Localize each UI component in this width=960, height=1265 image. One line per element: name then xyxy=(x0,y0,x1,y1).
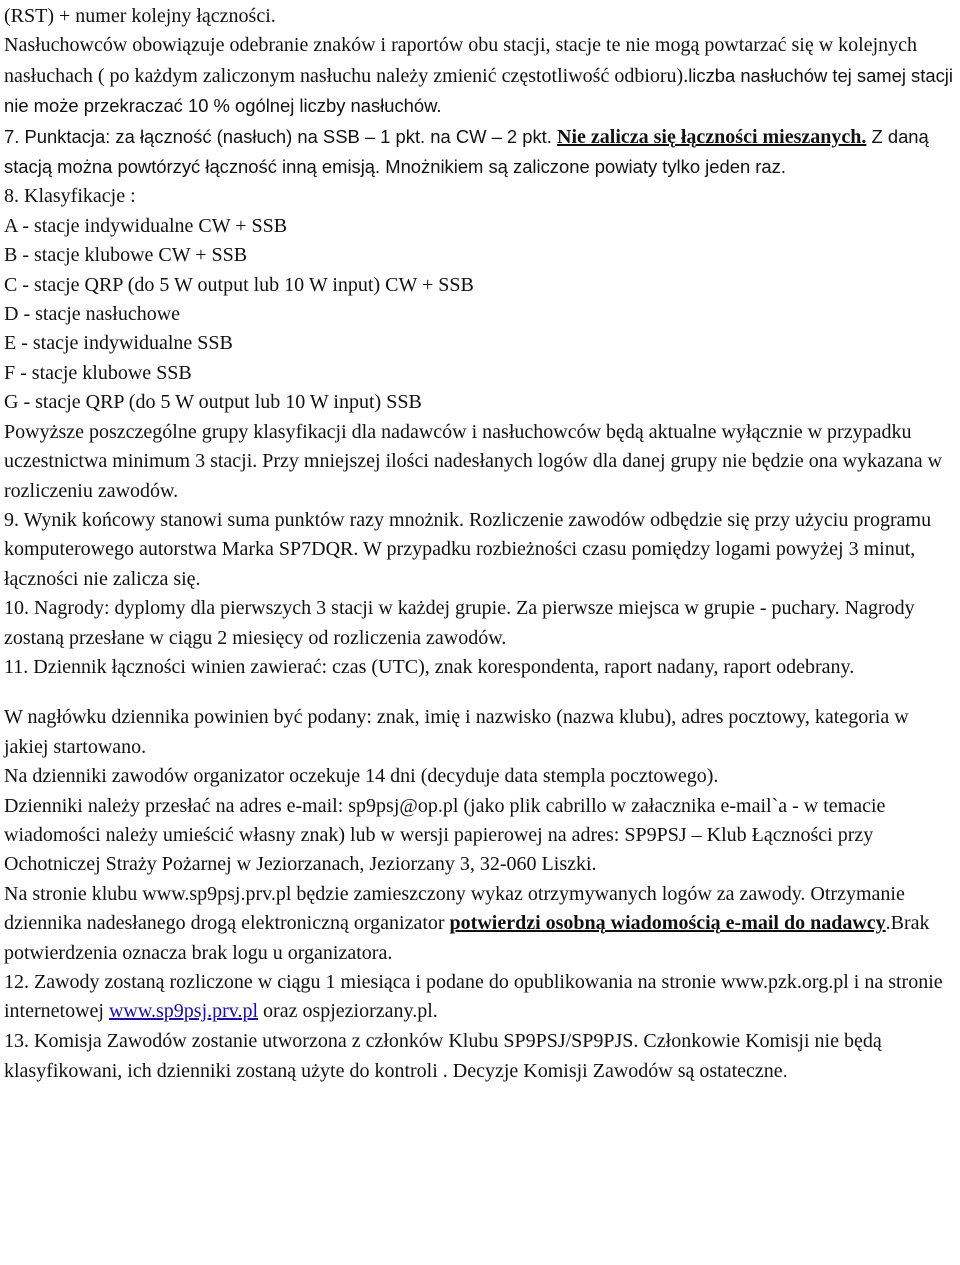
class-item: B - stacje klubowe CW + SSB xyxy=(4,244,248,267)
scoring-rest: Z daną stacją można powtórzyć łączność inną emisją. Mnożnikiem są zaliczone powiaty tylko jeden raz. xyxy=(4,125,929,178)
log-confirmation: Na stronie klubu www.sp9psj.prv.pl będzie zamieszczony wykaz otrzymywanych logów za zawody. Otrzymanie dziennika nadesłanego drogą elektroniczną organizator xyxy=(4,882,905,935)
classification-heading: 8. Klasyfikacje : xyxy=(4,185,136,208)
paragraph-scoring xyxy=(4,122,956,183)
log-confirmation-end: .Brak potwierdzenia oznacza brak logu u organizatora. xyxy=(4,912,930,964)
publication-end: oraz ospjeziorzany.pl. xyxy=(258,1000,438,1023)
class-item: G - stacje QRP (do 5 W output lub 10 W input) SSB xyxy=(4,391,422,414)
paragraph-log-content: 11. Dziennik łączności winien zawierać: czas (UTC), znak korespondenta, raport nadany, raport odebrany. xyxy=(4,655,855,678)
club-website-link[interactable]: www.sp9psj.prv.pl xyxy=(108,1000,259,1023)
paragraph-classification xyxy=(4,182,956,505)
confirmation-emphasis: potwierdzi osobną wiadomością e-mail do nadawcy xyxy=(449,912,886,935)
rst-line: (RST) + numer kolejny łączności. xyxy=(4,5,276,27)
paragraph-gap xyxy=(4,682,956,703)
log-submission: Dzienniki należy przesłać na adres e-mail: sp9psj@op.pl (jako plik cabrillo w załacznika e-mail`a - w temacie wiadomości należy umieścić własny znak) lub w wersji papierowej na adres: SP9PSJ – Klub Łączności przy Ochotniczej Straży Pożarnej w Jeziorzanach, Jeziorzany 3, 32-060 Liszki. xyxy=(4,794,886,876)
paragraph-rst xyxy=(4,2,956,122)
committee-end: . xyxy=(782,1060,788,1082)
paragraph-publication xyxy=(4,968,956,1027)
scoring-text: 7. Punktacja: za łączność (nasłuch) na SSB – 1 pkt. na CW – 2 pkt. xyxy=(4,125,558,147)
paragraph-log-header xyxy=(4,703,956,968)
publication-text: 12. Zawody zostaną rozliczone w ciągu 1 miesiąca i podane do opublikowania na stronie www.pzk.org.pl i na stronie internetowej xyxy=(4,971,943,1023)
class-item: C - stacje QRP (do 5 W output lub 10 W input) CW + SSB xyxy=(4,273,474,296)
listeners-limit: liczba nasłuchów tej samej stacji nie może przekraczać 10 % ogólnej liczby nasłuchów. xyxy=(4,64,953,117)
mixed-qso-rule: Nie zalicza się łączności mieszanych. xyxy=(557,125,867,148)
classification-note: Powyższe poszczególne grupy klasyfikacji dla nadawców i nasłuchowców będą aktualne wyłącznie w przypadku uczestnictwa minimum 3 stacji. Przy mniejszej ilości nadesłanych logów dla danej grupy nie będzie ona wykazana w rozliczeniu zawodów. xyxy=(4,420,943,502)
class-item: D - stacje nasłuchowe xyxy=(4,303,181,326)
class-item: F - stacje klubowe SSB xyxy=(4,361,192,384)
paragraph-committee xyxy=(4,1027,956,1087)
class-item: E - stacje indywidualne SSB xyxy=(4,332,233,355)
paragraph-awards: 10. Nagrody: dyplomy dla pierwszych 3 stacji w każdej grupie. Za pierwsze miejsca w grupie - puchary. Nagrody zostaną przesłane w ciągu 2 miesięcy od rozliczenia zawodów. xyxy=(4,597,915,649)
committee-text: 13. Komisja Zawodów zostanie utworzona z członków Klubu SP9PSJ/SP9PJS. Członkowie Komisji nie będą klasyfikowani, ich dzienniki zostaną użyte do kontroli . Decyzje Komisji Zawodów są ostateczne xyxy=(4,1029,882,1083)
log-header-text: W nagłówku dziennika powinien być podany: znak, imię i nazwisko (nazwa klubu), adres pocztowy, kategoria w jakiej startowano. xyxy=(4,706,909,758)
paragraph-result: 9. Wynik końcowy stanowi suma punktów razy mnożnik. Rozliczenie zawodów odbędzie się przy użyciu programu komputerowego autorstwa Marka SP7DQR. W przypadku rozbieżności czasu pomiędzy logami powyżej 3 minut, łączności nie zalicza się. xyxy=(4,508,932,590)
log-deadline: Na dzienniki zawodów organizator oczekuje 14 dni (decyduje data stempla pocztowego). xyxy=(4,765,719,788)
class-item: A - stacje indywidualne CW + SSB xyxy=(4,214,288,237)
listeners-rule: Nasłuchowców obowiązuje odebranie znaków i raportów obu stacji, stacje te nie mogą powtarzać się w kolejnych nasłuchach ( po każdym zaliczonym nasłuchu należy zmienić częstotliwość odbioru). xyxy=(4,34,918,87)
